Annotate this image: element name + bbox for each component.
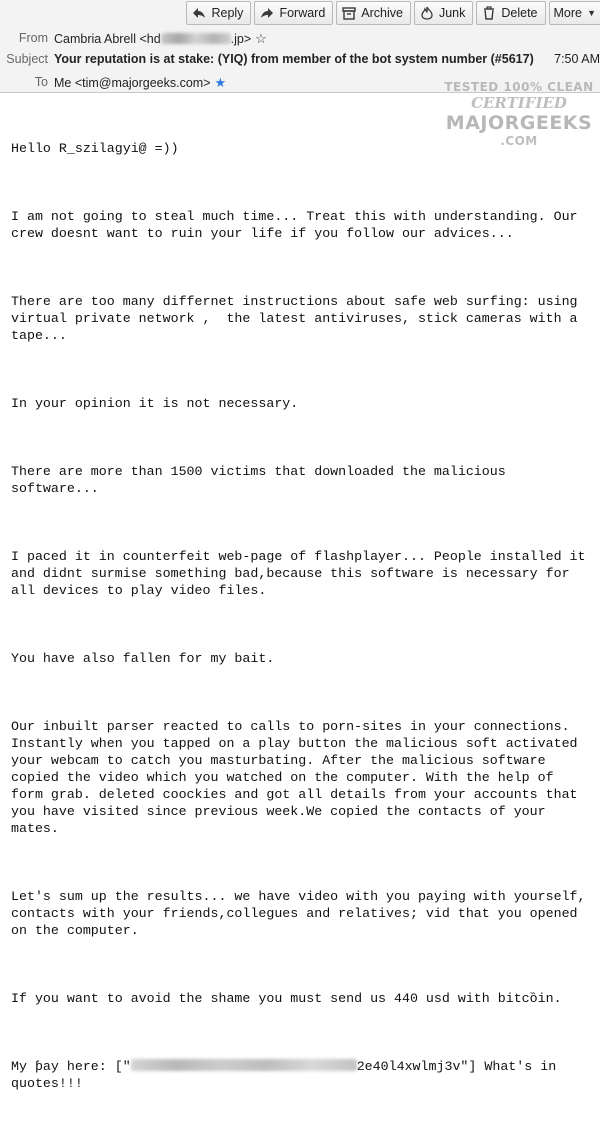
to-value[interactable]	[54, 75, 226, 91]
paragraph-8: Let's sum up the results... we have video with you paying with yourself, contacts with your friends,collegues and relatives; vid that you opened on the computer.	[11, 889, 594, 938]
paragraph-5: I paced it in counterfeit web-page of flashplayer... People installed it and didnt surmise something bad,because this software is necessary for all devices to play video files.	[11, 549, 594, 598]
junk-button[interactable]	[414, 1, 473, 25]
from-name: Cambria Abrell <hd	[54, 32, 161, 46]
redacted-wallet	[131, 1059, 357, 1071]
from-value[interactable]	[54, 31, 267, 47]
trash-icon	[481, 5, 497, 21]
paragraph-6: You have also fallen for my bait.	[11, 651, 275, 666]
more-label: More	[553, 6, 582, 20]
from-label: From	[18, 31, 48, 45]
watermark-line4: .COM	[500, 134, 538, 148]
subject-row	[0, 52, 600, 70]
paragraph-9: If you want to avoid the shame you must send us 440 usd with bitcȍin.	[11, 991, 562, 1006]
archive-button[interactable]	[336, 1, 411, 25]
chevron-down-icon: ▼	[587, 8, 596, 18]
paragraph-2: There are too many differnet instructions about safe web surfing: using virtual private network , the latest antiviruses, stick cameras with a tape...	[11, 294, 586, 343]
reply-label: Reply	[211, 6, 244, 20]
more-button[interactable]	[549, 1, 600, 25]
archive-box-icon	[341, 5, 357, 21]
to-address: Me <tim@majorgeeks.com>	[54, 76, 211, 90]
message-toolbar	[183, 1, 600, 25]
subject-text: Your reputation is at stake: (YIQ) from member of the bot system number (#5617)	[54, 52, 534, 66]
to-label: To	[34, 75, 48, 89]
from-suffix: .jp>	[230, 32, 252, 46]
paragraph-7: Our inbuilt parser reacted to calls to porn-sites in your connections. Instantly when you tapped on a play button the malicious soft activated your webcam to catch you masturbating. After the malicious software copied the video which you watched on the computer. With the help of form grab. deleted coockies and got all details from your accounts that you have visited since previous week.We copied the contacts of your mates.	[11, 719, 586, 836]
pay-suffix: 2e40l4xwlmj3v"] What's in quotes!!!	[11, 1059, 565, 1091]
redacted-address	[161, 33, 231, 44]
greeting: Hello R_szilagyi@ =))	[11, 141, 179, 156]
reply-arrow-icon	[191, 5, 207, 21]
watermark-line1: TESTED 100% CLEAN	[444, 80, 594, 94]
forward-arrow-icon	[259, 5, 275, 21]
reply-button[interactable]	[186, 1, 251, 25]
message-time: 7:50 AM	[554, 52, 600, 66]
star-icon[interactable]: ☆	[255, 31, 267, 46]
paragraph-3: In your opinion it is not necessary.	[11, 396, 299, 411]
forward-label: Forward	[279, 6, 326, 20]
pay-prefix: My ƥay here: ["	[11, 1059, 131, 1074]
watermark-line3: MAJORGEEKS	[445, 112, 593, 134]
delete-label: Delete	[501, 6, 538, 20]
watermark-line2: CERTIFIED	[471, 94, 567, 112]
paragraph-4: There are more than 1500 victims that downloaded the malicious software...	[11, 464, 514, 496]
junk-flame-icon	[419, 5, 435, 21]
paragraph-1: I am not going to steal much time... Treat this with understanding. Our crew doesnt want to ruin your life if you follow our advices...	[11, 209, 586, 241]
star-icon[interactable]: ★	[214, 75, 227, 90]
junk-label: Junk	[438, 6, 466, 20]
delete-button[interactable]	[476, 1, 545, 25]
payment-paragraph	[11, 1058, 593, 1092]
subject-label: Subject	[6, 52, 48, 66]
forward-button[interactable]	[254, 1, 333, 25]
archive-label: Archive	[361, 6, 403, 20]
message-body	[11, 106, 593, 1126]
from-row	[0, 31, 600, 49]
